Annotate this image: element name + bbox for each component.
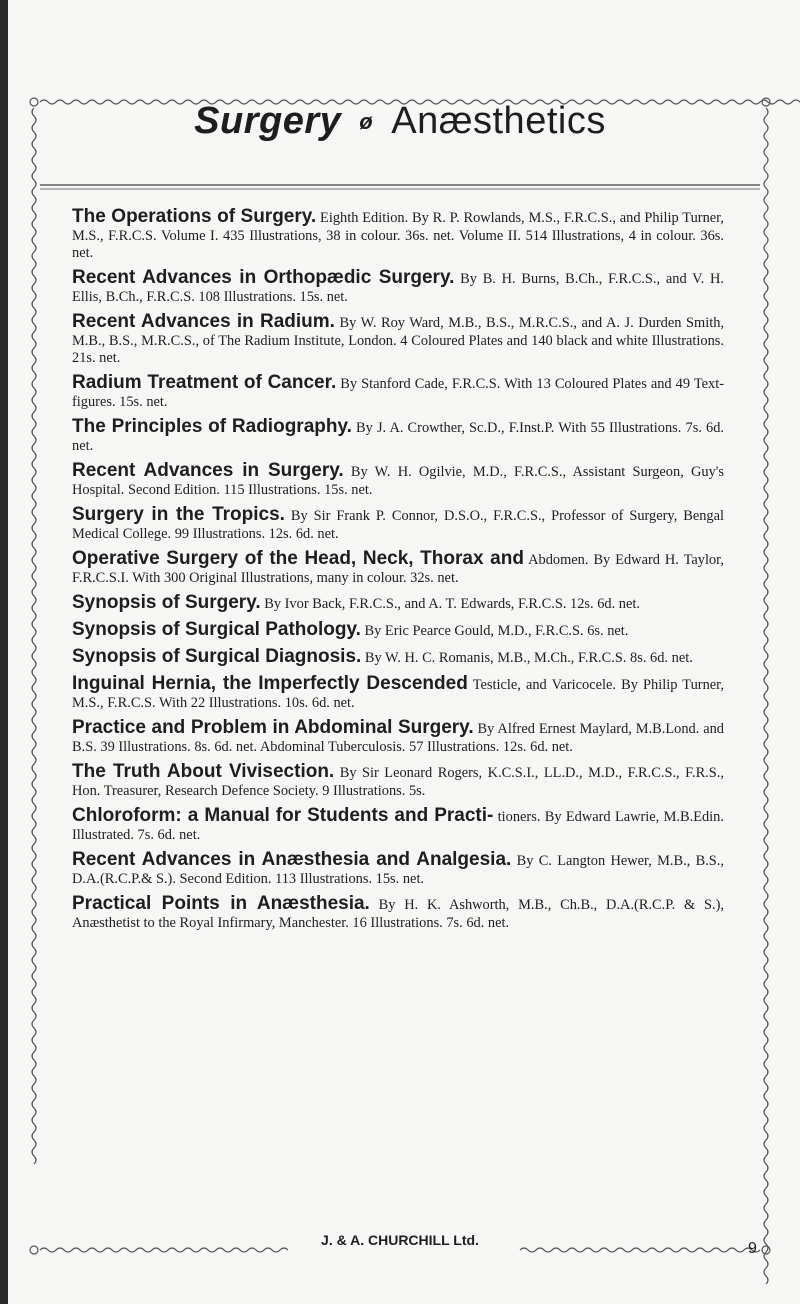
book-entry [72,460,724,499]
book-details: By H. K. Ashworth, M.B., Ch.B., D.A.(R.C.P. & S.), Anæsthetist to the Royal Infirmary, Manchester. 16 Illustrations. 7s. 6d. net. [72,897,724,931]
book-details: By Eric Pearce Gould, M.D., F.R.C.S. 6s. net. [364,623,629,639]
book-details: By Ivor Back, F.R.C.S., and A. T. Edwards, F.R.C.S. 12s. 6d. net. [264,596,640,612]
title-anaesthetics: Anæsthetics [391,100,606,142]
publisher-footer: J. & A. CHURCHILL Ltd. [321,1232,479,1248]
book-entry [72,805,724,844]
book-title: Recent Advances in Orthopædic Surgery. [72,267,455,288]
book-title: Practical Points in Anæsthesia. [72,893,370,914]
book-title: Recent Advances in Anæsthesia and Analgesia. [72,849,512,870]
book-title: Recent Advances in Radium. [72,311,335,332]
book-entry [72,548,724,587]
book-entry [72,893,724,932]
book-entry [72,646,724,668]
book-details: By Sir Leonard Rogers, K.C.S.I., LL.D., M.D., F.R.C.S., F.R.S., Hon. Treasurer, Research Defence Society. 9 Illustrations. 5s. [72,765,724,799]
ampersand-ornament-icon: ø [359,109,374,134]
book-title: Surgery in the Tropics. [72,504,285,525]
book-details: By Alfred Ernest Maylard, M.B.Lond. and B.S. 39 Illustrations. 8s. 6d. net. Abdominal Tuberculosis. 57 Illustrations. 12s. 6d. net. [72,721,725,755]
book-details: By W. H. Ogilvie, M.D., F.R.C.S., Assistant Surgeon, Guy's Hospital. Second Edition. 115 Illustrations. 15s. net. [72,464,724,498]
book-title: The Principles of Radiography. [72,416,352,437]
book-details: By W. Roy Ward, M.B., B.S., M.R.C.S., and A. J. Durden Smith, M.B., B.S., M.R.C.S., of The Radium Institute, London. 4 Coloured Plates and 140 black and white Illustrations. 21s. net. [72,315,724,366]
book-entry [72,311,724,367]
book-entry [72,267,724,306]
book-entry [72,761,724,800]
book-title: Practice and Problem in Abdominal Surgery. [72,717,474,738]
book-entry [72,717,724,756]
book-title: Synopsis of Surgery. [72,592,261,613]
page-number: 9 [748,1240,757,1257]
book-title: The Operations of Surgery. [72,206,317,227]
book-entry [72,592,724,614]
book-entry [72,504,724,543]
book-details: By Sir Frank P. Connor, D.S.O., F.R.C.S., Professor of Surgery, Bengal Medical College. 99 Illustrations. 12s. 6d. net. [72,508,724,542]
book-entry [72,416,724,455]
book-entry [72,619,724,641]
book-list [72,205,724,937]
book-details: Abdomen. By Edward H. Taylor, F.R.C.S.I. With 300 Original Illustrations, many in colour. 32s. net. [72,552,724,586]
book-title: Chloroform: a Manual for Students and Practi- [72,805,494,826]
book-entry [72,849,724,888]
book-details: Testicle, and Varicocele. By Philip Turner, M.S., F.R.C.S. With 22 Illustrations. 10s. 6d. net. [72,677,724,711]
book-title: Synopsis of Surgical Diagnosis. [72,646,362,667]
book-title: The Truth About Vivisection. [72,761,335,782]
title-surgery: Surgery [194,100,342,142]
book-details: tioners. By Edward Lawrie, M.B.Edin. Illustrated. 7s. 6d. net. [72,809,724,843]
book-entry [72,673,724,712]
book-details: By Stanford Cade, F.R.C.S. With 13 Coloured Plates and 49 Text-figures. 15s. net. [72,376,724,410]
book-entry [72,206,724,262]
book-details: By J. A. Crowther, Sc.D., F.Inst.P. With 55 Illustrations. 7s. 6d. net. [72,420,724,454]
book-title: Synopsis of Surgical Pathology. [72,619,361,640]
book-details: By C. Langton Hewer, M.B., B.S., D.A.(R.C.P.& S.). Second Edition. 113 Illustrations. 15s. net. [72,853,724,887]
book-entry [72,372,724,411]
page-header [30,100,770,160]
book-title: Recent Advances in Surgery. [72,460,344,481]
book-title: Inguinal Hernia, the Imperfectly Descended [72,673,468,694]
book-title: Radium Treatment of Cancer. [72,372,337,393]
book-details: By W. H. C. Romanis, M.B., M.Ch., F.R.C.S. 8s. 6d. net. [364,650,693,666]
book-details: Eighth Edition. By R. P. Rowlands, M.S., F.R.C.S., and Philip Turner, M.S., F.R.C.S. Volume I. 435 Illustrations, 38 in colour. 36s. net. Volume II. 514 Illustrations, 4 in colour. 36s. net. [72,210,724,261]
book-details: By B. H. Burns, B.Ch., F.R.C.S., and V. H. Ellis, B.Ch., F.R.C.S. 108 Illustrations. 15s. net. [72,271,725,305]
page-title [194,100,606,143]
book-title: Operative Surgery of the Head, Neck, Thorax and [72,548,524,569]
